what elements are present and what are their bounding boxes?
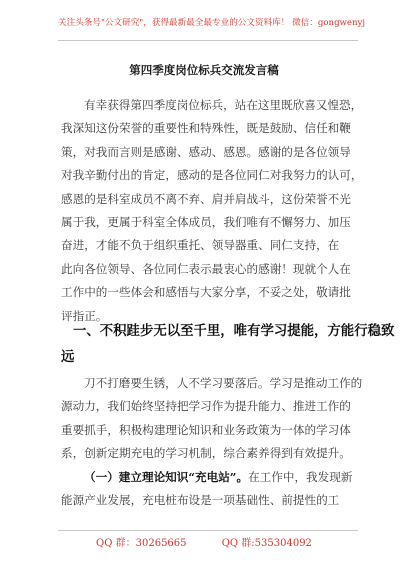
intro-line: 我深知这份荣誉的重要性和特殊性，既是鼓励、信任和鞭 — [61, 121, 351, 136]
intro-line: 对我辛勤付出的肯定，感动的是各位同仁对我努力的认可， — [61, 168, 363, 183]
intro-line: 策，对我而言则是感谢、感动、感恩。感谢的是各位领导 — [61, 144, 351, 159]
document-title: 第四季度岗位标兵交流发言稿 — [129, 63, 279, 77]
header-notice: 关注头条号"公文研究"，获得最新最全最专业的公文资料库！ 微信：gongwenyj — [58, 18, 366, 28]
section-1-line: 重要抓手，积极构建理论知识和业务政策为一体的学习体 — [61, 422, 351, 437]
section-1-heading-line: 一、不积跬步无以至千里，唯有学习提能，方能行稳致 — [73, 323, 395, 339]
footer-qq-group-1: QQ 群：30265665 — [96, 538, 187, 549]
footer — [0, 534, 408, 549]
footer-divider — [58, 530, 358, 531]
intro-line: 工作中的一些体会和感悟与大家分享，不妥之处，敬请批 — [61, 285, 351, 300]
section-1-line: 源动力，我们始终坚持把学习作为提升能力、推进工作的 — [61, 399, 351, 414]
subsection-1-first-line — [61, 466, 351, 489]
intro-line: 评指正。 — [61, 308, 108, 323]
subsection-1-label: （一）建立理论知识“充电站”。 — [84, 470, 249, 484]
intro-line: 感恩的是科室成员不离不弃、肩并肩战斗，这份荣誉不光 — [61, 191, 351, 206]
subsection-1-rest: 在工作中，我发现新 — [248, 470, 353, 484]
intro-line: 此向各位领导、各位同仁表示最衷心的感谢！现就个人在 — [61, 261, 351, 276]
subsection-1-paragraph — [61, 466, 351, 513]
intro-line: 属于我，更属于科室全体成员，我们唯有不懈努力、加压 — [61, 214, 351, 229]
header-divider — [58, 40, 358, 41]
footer-qq-group-2: QQ 群:535304092 — [221, 538, 312, 549]
section-1-line: 刀不打磨要生锈，人不学习要落后。学习是推动工作的 — [84, 376, 363, 390]
section-1-heading — [61, 318, 395, 370]
section-1-heading-line: 远 — [61, 349, 75, 365]
intro-paragraph — [61, 94, 363, 328]
subsection-1-line: 能源产业发展，充电桩布设是一项基础性、前提性的工 — [61, 493, 340, 508]
section-1-paragraph — [61, 372, 363, 466]
intro-line: 奋进，才能不负于组织重托、领导器重、同仁支持，在 — [61, 238, 340, 253]
intro-line: 有幸获得第四季度岗位标兵，站在这里既欣喜又惶恐， — [84, 98, 363, 112]
section-1-line: 系，创新定期充电的学习机制，综合素养得到有效提升。 — [61, 446, 351, 461]
